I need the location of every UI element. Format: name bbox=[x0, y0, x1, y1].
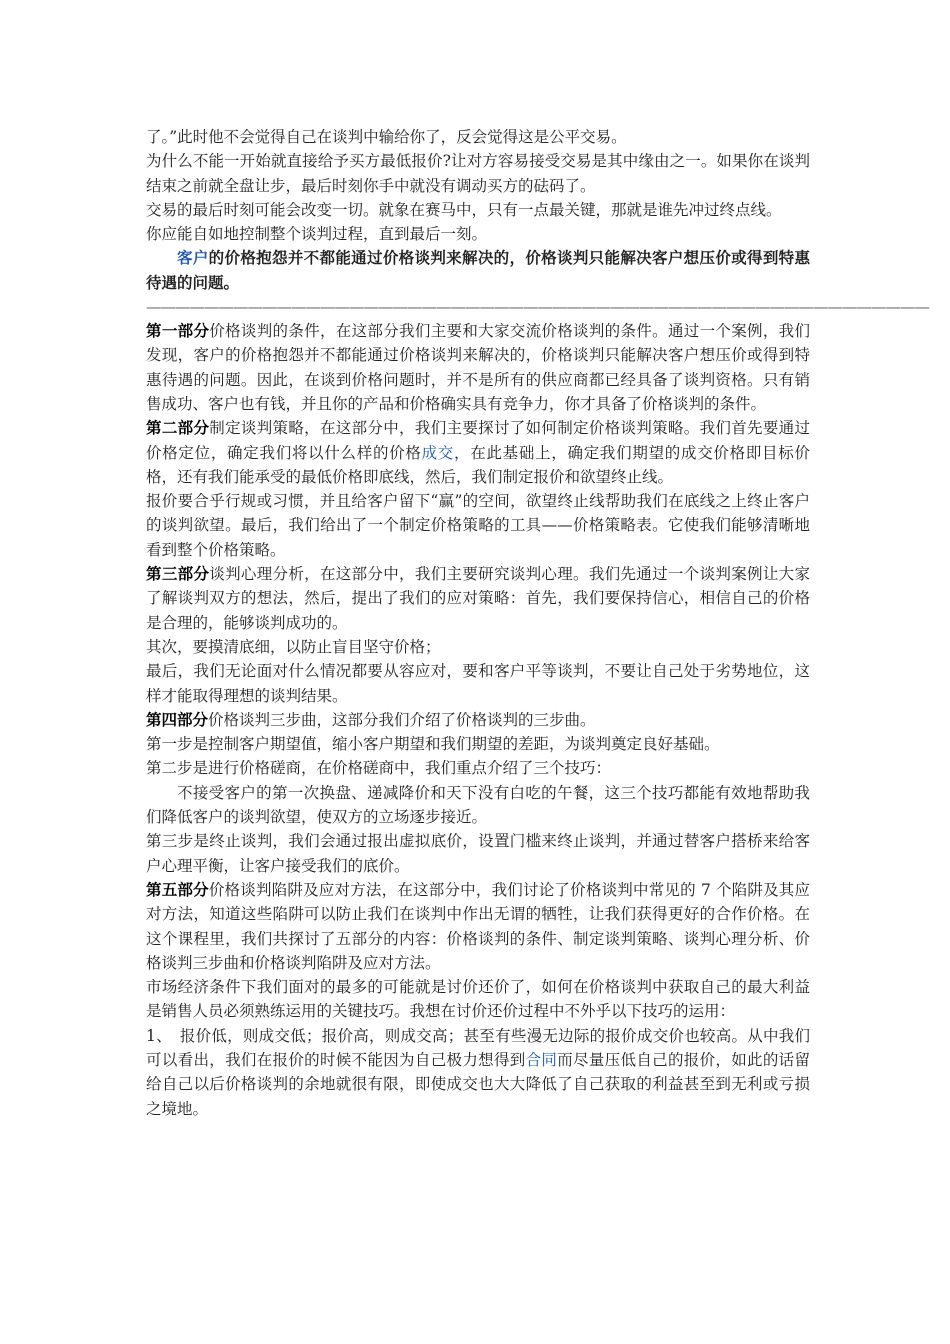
section-4-paragraph-2: 第一步是控制客户期望值，缩小客户期望和我们期望的差距，为谈判奠定良好基础。 bbox=[146, 735, 720, 754]
tip-1 bbox=[146, 1024, 810, 1121]
section-3 bbox=[146, 562, 810, 635]
section-1-text: 价格谈判的条件，在这部分我们主要和大家交流价格谈判的条件。通过一个案例，我们发现，客户的价格抱怨并不都能通过价格谈判来解决的，价格谈判只能解决客户想压价或得到特惠待遇的问题。因此，在谈到价格问题时，并不是所有的供应商都已经具备了谈判资格。只有销售成功、客户也有钱，并且你的产品和价格确实具有竞争力，你才具备了价格谈判的条件。 bbox=[146, 322, 810, 413]
market-paragraph: 市场经济条件下我们面对的最多的可能就是讨价还价了，如何在价格谈判中获取自己的最大利益是销售人员必须熟练运用的关键技巧。我想在讨价还价过程中不外乎以下技巧的运用： bbox=[146, 978, 810, 1021]
section-2-title: 第二部分 bbox=[146, 418, 210, 438]
section-1-title: 第一部分 bbox=[146, 321, 210, 341]
section-1 bbox=[146, 319, 810, 416]
tip-1-text-a: 1、 报价低，则成交低；报价高，则成交高；甚至有些漫无边际的报价成交价也较高。从中我们可以看出，我们在报价的时候不能因为自己极力想得到 bbox=[146, 1026, 810, 1069]
deal-link[interactable]: 成交 bbox=[421, 443, 455, 462]
tip-1-text-b: 而尽量压低自己的报价，如此的话留给自己以后价格谈判的余地就很有限，即使成交也大大降低了自己获取的利益甚至到无利或亏损之境地。 bbox=[146, 1050, 810, 1118]
document-body bbox=[146, 125, 929, 1121]
customer-link[interactable]: 客户 bbox=[177, 248, 209, 268]
section-2-text-a: 制定谈判策略，在这部分中，我们主要探讨了如何制定价格谈判策略。我们首先要通过价格定位，确定我们将以什么样的价格 bbox=[146, 419, 810, 462]
section-2-paragraph-2: 报价要合乎行规或习惯，并且给客户留下“赢”的空间，欲望终止线帮助我们在底线之上终止客户的谈判欲望。最后，我们给出了一个制定价格策略的工具——价格策略表。它使我们能够清晰地看到整个价格策略。 bbox=[146, 492, 810, 559]
section-4-paragraph-4: 不接受客户的第一次换盘、递减降价和天下没有白吃的午餐，这三个技巧都能有效地帮助我们降低客户的谈判欲望，使双方的立场逐步接近。 bbox=[146, 783, 810, 827]
intro-paragraph-2: 为什么不能一开始就直接给予买方最低报价?让对方容易接受交易是其中缘由之一。如果你在谈判结束之前就全盘让步，最后时刻你手中就没有调动买方的砝码了。 bbox=[146, 152, 810, 195]
section-3-text: 谈判心理分析，在这部分中，我们主要研究谈判心理。我们先通过一个谈判案例让大家了解谈判双方的想法，然后，提出了我们的应对策略：首先，我们要保持信心，相信自己的价格是合理的，能够谈判成功的。 bbox=[146, 565, 810, 632]
section-4-title: 第四部分 bbox=[146, 709, 209, 729]
contract-link[interactable]: 合同 bbox=[525, 1050, 558, 1069]
section-2 bbox=[146, 416, 810, 489]
intro-paragraph-1: 了。”此时他不会觉得自己在谈判中输给你了，反会觉得这是公平交易。 bbox=[146, 128, 627, 146]
section-4-text: 价格谈判三步曲，这部分我们介绍了价格谈判的三步曲。 bbox=[208, 710, 596, 729]
section-4-paragraph-3: 第二步是进行价格磋商，在价格磋商中，我们重点介绍了三个技巧： bbox=[146, 759, 612, 778]
section-3-title: 第三部分 bbox=[146, 564, 210, 584]
intro-paragraph-3: 交易的最后时刻可能会改变一切。就象在赛马中，只有一点最关键，那就是谁先冲过终点线。 bbox=[146, 200, 782, 219]
highlight-text: 的价格抱怨并不都能通过价格谈判来解决的，价格谈判只能解决客户想压价或得到特惠待遇的问题。 bbox=[146, 248, 810, 292]
section-4 bbox=[146, 708, 810, 732]
section-5 bbox=[146, 878, 810, 975]
section-5-title: 第五部分 bbox=[146, 879, 209, 899]
highlight-paragraph bbox=[146, 246, 810, 295]
divider-line: —————————————————————————————————————————————————————— bbox=[146, 298, 929, 317]
section-4-paragraph-5: 第三步是终止谈判，我们会通过报出虚拟底价，设置门槛来终止谈判，并通过替客户搭桥来给客户心理平衡，让客户接受我们的底价。 bbox=[146, 832, 810, 875]
section-3-paragraph-2: 其次，要摸清底细，以防止盲目坚守价格； bbox=[146, 637, 441, 656]
intro-paragraph-4: 你应能自如地控制整个谈判过程，直到最后一刻。 bbox=[146, 225, 488, 244]
section-3-paragraph-3: 最后，我们无论面对什么情况都要从容应对，要和客户平等谈判，不要让自己处于劣势地位，这样才能取得理想的谈判结果。 bbox=[146, 662, 810, 705]
section-5-text: 价格谈判陷阱及应对方法，在这部分中，我们讨论了价格谈判中常见的 7 个陷阱及其应对方法，知道这些陷阱可以防止我们在谈判中作出无谓的牺牲，让我们获得更好的合作价格。在这个课程里，我们共探讨了五部分的内容：价格谈判的条件、制定谈判策略、谈判心理分析、价格谈判三步曲和价格谈判陷阱及应对方法。 bbox=[146, 880, 810, 972]
section-2-text-b: ，在此基础上，确定我们期望的成交价格即目标价格，还有我们能承受的最低价格即底线，然后，我们制定报价和欲望终止线。 bbox=[146, 443, 810, 486]
